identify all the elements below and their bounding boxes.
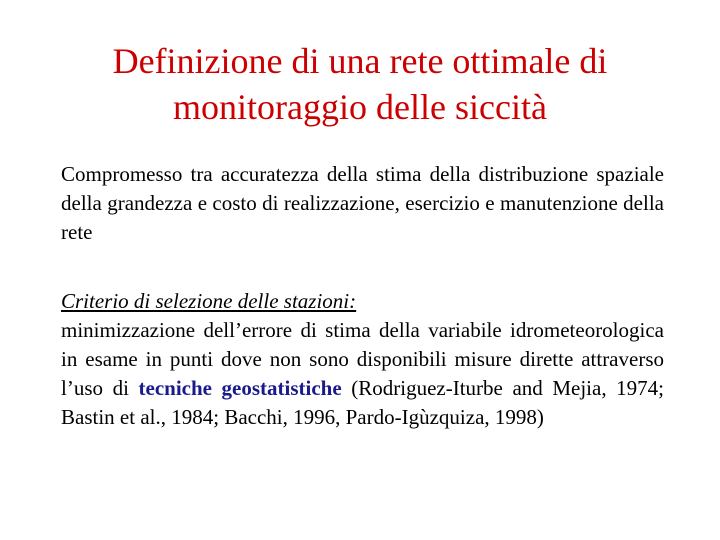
criterion-text-before: minimizzazione dell’errore di stima della variabile idrometeorologica in esame in punti dove non sono disponibili misure dirette attraverso l’uso di xyxy=(61,318,664,400)
slide-title xyxy=(40,38,680,130)
criterion-highlight: tecniche geostatistiche xyxy=(138,376,342,400)
title-line-1: Definizione di una rete ottimale di xyxy=(112,41,608,81)
title-line-2: monitoraggio delle siccità xyxy=(173,87,547,127)
criterion-text-after: (Rodriguez-Iturbe and Mejia, 1974; Bastin et al., 1984; Bacchi, 1996, Pardo-Igùzquiza, 1998) xyxy=(61,376,664,429)
criterion-heading: Criterio di selezione delle stazioni: xyxy=(61,289,357,313)
intro-paragraph: Compromesso tra accuratezza della stima della distribuzione spaziale della grandezza e costo di realizzazione, esercizio e manutenzione della rete xyxy=(61,162,664,244)
criterion-block xyxy=(61,287,664,432)
